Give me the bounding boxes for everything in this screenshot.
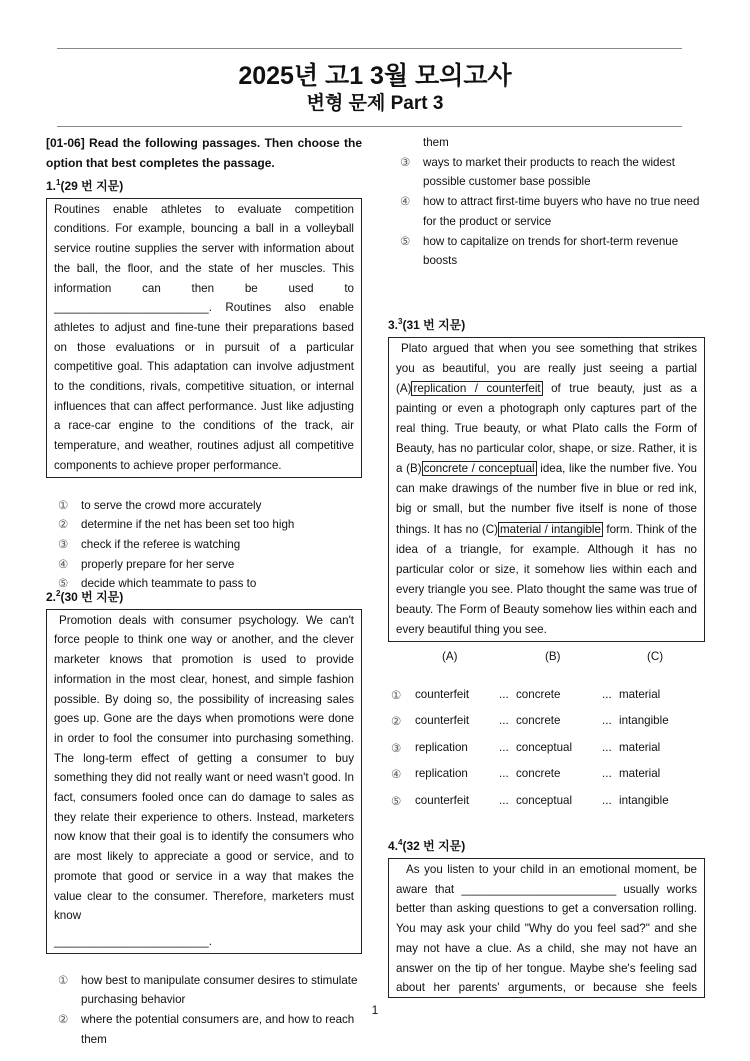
ellipsis: ... <box>499 767 509 781</box>
ellipsis: ... <box>602 793 612 807</box>
ellipsis: ... <box>602 767 612 781</box>
option-a: counterfeit <box>415 688 470 701</box>
question-3-header: 3.$^3$(31 번 지문) <box>388 317 466 332</box>
option-5[interactable]: ⑤ how to capitalize on trends for short-term revenue boosts <box>400 234 679 268</box>
question-3-passage: Plato argued that when you see something that strikes you as beautiful, you are really just seeing a partial (A) replication / counterfeit of true beauty, just as a painting or even a photograph only captures part of the real thing. True beauty, or what Plato calls the Form of Beauty, has no particular color, shape, or size. Rather, it is a (B) concrete / conceptual idea, like the number five. You can make drawings of the number five in blue or red ink, big or small, but the number five itself is none of those things. It has no (C) material / intangible form. Think of the idea of a triangle, for example. Although it has no particular color or size, it somehow lies within each and every triangle you see. Plato thought the same was true of beauty. The Form of Beauty somehow lies within each and every beautiful thing you see. <box>388 337 705 642</box>
option-1[interactable]: ① to serve the crowd more accurately <box>58 498 262 512</box>
option-a: replication <box>415 767 468 781</box>
option-a: counterfeit <box>415 793 470 807</box>
option-b: conceptual <box>516 740 573 754</box>
option-number: ④ <box>391 768 402 782</box>
header-rule <box>57 126 682 127</box>
option-3[interactable]: ③ check if the referee is watching <box>58 537 241 551</box>
question-2-header: 2.$^2$(30 번 지문) <box>46 589 124 604</box>
option-c: intangible <box>619 793 669 807</box>
top-rule <box>57 48 682 49</box>
option-c: intangible <box>619 714 669 728</box>
option-4[interactable]: ④ how to attract first-time buyers who have no true need for the product or service <box>400 195 700 228</box>
option-c: material <box>619 740 661 754</box>
option-b: conceptual <box>516 793 573 807</box>
option-number: ③ <box>391 741 402 755</box>
option-4[interactable]: ④ properly prepare for her serve <box>58 557 235 571</box>
option-3[interactable]: ③ ways to market their products to reach the widest possible customer base possible <box>400 155 675 189</box>
question-4-header: 4.$^4$(32 번 지문) <box>388 838 466 853</box>
question-1-header: 1.$^1$(29 번 지문) <box>46 178 124 193</box>
question-2-passage: Promotion deals with consumer psychology. We can't force people to think one way or another, and the clever marketer knows that promotion is used to provide information in the most clear, honest, and simple fashion possible. By doing so, the possibility of increasing sales goes up. Gone are the days when promotions were done in order to fool the consumer into purchasing something. The long-term effect of getting a consumer to buy something they did not really want or need wasn't good. In fact, consumers fooled once can do damage to sales as they relate their experience to others. Instead, marketers now know that their goal is to identify the consumers who are most likely to appreciate a good or service, and to promote that good or service in a way that makes the value clear to the consumer. Therefore, marketers must know ________________________. <box>46 609 362 954</box>
option-c: material <box>619 767 661 781</box>
ellipsis: ... <box>602 740 612 754</box>
page-number: 1 <box>371 1003 379 1017</box>
ellipsis: ... <box>499 688 509 701</box>
question-4-passage: As you listen to your child in an emotional moment, be aware that ________________________ usually works better than asking questions to get a conversation rolling. You may ask your child "Why do you feel sad?" and she may not have a clue. As a child, she may not have an answer on the tip of her tongue. Maybe she's feeling sad about her parents' arguments, or because she feels <box>388 858 705 998</box>
header-b: (B) <box>545 650 561 663</box>
option-b: concrete <box>516 714 561 728</box>
instructions: [01-06] Read the following passages. Then choose the option that best completes the passage. <box>46 136 362 170</box>
question-2 <box>46 584 362 1049</box>
choice-box-c: material / intangible <box>500 522 601 536</box>
question-1-passage: Routines enable athletes to evaluate competition conditions. For example, bouncing a ball in a volleyball service routine supplies the server with information about the ball, the floor, and the state of her muscles. This information can then be used to ________________________. Routines also enable athletes to adjust and fine-tune their preparations based on those evaluations or in pursuit of a particular competitive goal. This adaptation can involve adjustment to the conditions, rivals, competitive situation, or internal influences that can affect performance. Just like adjusting a race-car engine to the conditions of the track, air temperature, and weather, routines adjust all competitive components to achieve proper performance. <box>46 198 362 478</box>
option-number: ② <box>391 715 402 729</box>
ellipsis: ... <box>602 688 612 701</box>
question-3-options-table <box>388 650 705 820</box>
option-b: concrete <box>516 688 561 701</box>
question-3 <box>388 312 705 642</box>
question-2-options-continued <box>388 133 705 271</box>
option-b: concrete <box>516 767 561 781</box>
option-a: counterfeit <box>415 714 470 728</box>
option-5[interactable]: ⑤ decide which teammate to pass to <box>58 577 257 591</box>
option-1[interactable]: ① how best to manipulate consumer desires to stimulate purchasing behavior <box>58 973 358 1007</box>
option-2[interactable]: ② where the potential consumers are, and how to reach them <box>58 1013 355 1046</box>
option-2[interactable]: ② determine if the net has been set too high <box>58 518 295 532</box>
ellipsis: ... <box>499 714 509 728</box>
choice-box-b: concrete / conceptual <box>423 462 535 476</box>
ellipsis: ... <box>499 740 509 754</box>
option-a: replication <box>415 740 468 754</box>
ellipsis: ... <box>602 714 612 728</box>
question-1-options <box>46 496 362 595</box>
choice-box-a: replication / counterfeit <box>413 381 541 395</box>
header-c: (C) <box>647 650 664 663</box>
option-2-continued[interactable]: them <box>423 136 449 150</box>
option-number: ⑤ <box>391 794 402 808</box>
ellipsis: ... <box>499 793 509 807</box>
left-column <box>46 133 362 594</box>
option-number: ① <box>391 689 402 702</box>
page-title: 2025년 고1 3월 모의고사 <box>238 62 512 90</box>
option-c: material <box>619 688 661 701</box>
question-4 <box>388 833 705 998</box>
page-subtitle: 변형 문제 Part 3 <box>306 93 444 114</box>
header-a: (A) <box>442 650 458 663</box>
